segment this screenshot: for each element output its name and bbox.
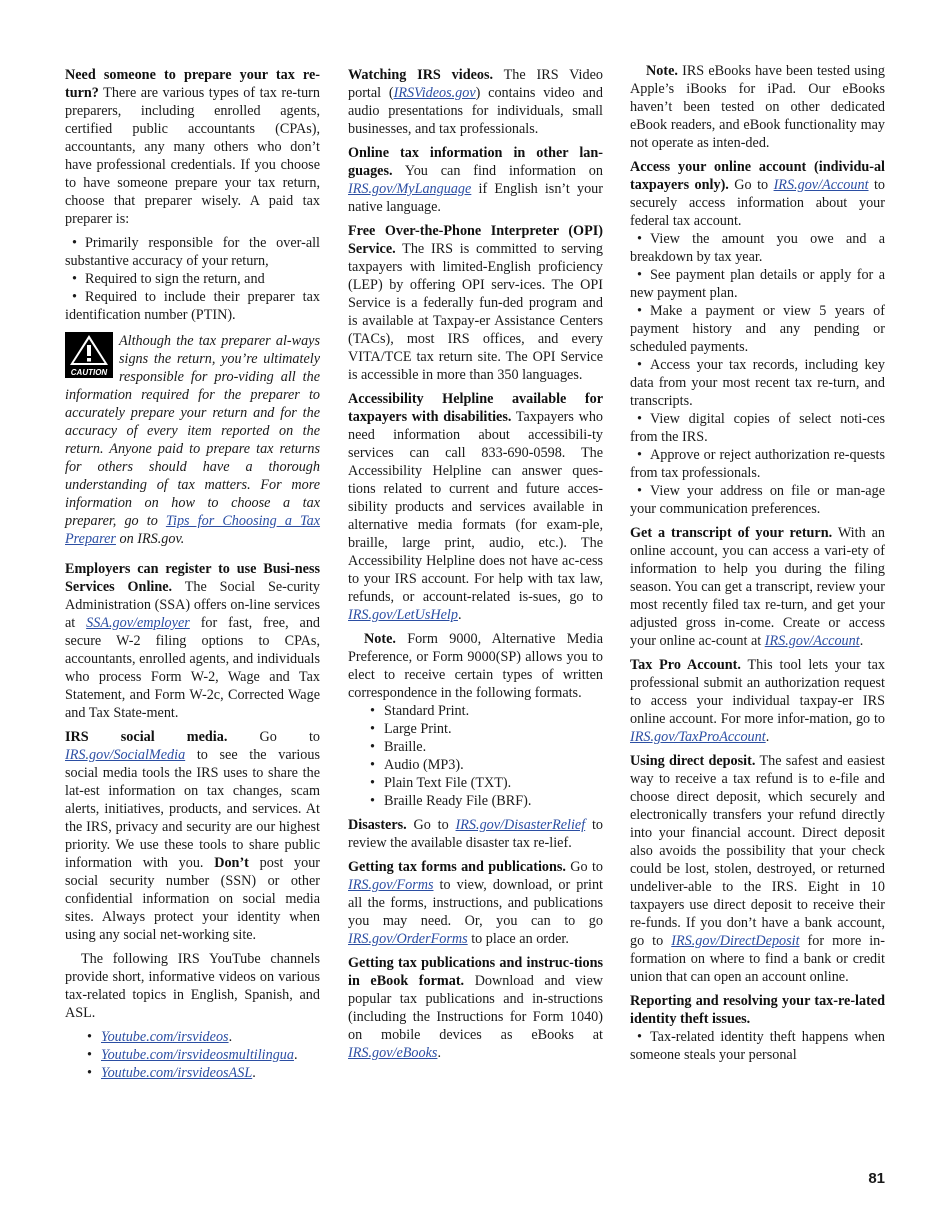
heading-ebooks: Getting tax publications and instruc-tions in eBook format. (348, 955, 603, 989)
list-item: • Approve or reject authorization re-quests from tax professionals. (630, 446, 885, 482)
heading-accessibility: Accessibility Helpline available for taxpayers with disabilities. (348, 391, 603, 425)
paragraph-opi-service: Free Over-the-Phone Interpreter (OPI) Service. The IRS is committed to serving taxpayers with limited-English proficiency (LEP) by offering OPI serv-ices. The OPI Service is a federally fun-ded program and is available at Taxpay-er Assistance Centers (TACs), most IRS offices, and every VITA/TCE tax return site. The OPI Service is accessible in more than 350 languages. (348, 223, 603, 383)
link-youtube-multilingua[interactable]: Youtube.com/irsvideosmultilingua (101, 1047, 294, 1063)
paragraph-ebooks: Getting tax publications and instruc-tions in eBook format. Download and view popular tax publications and in-structions (including the Instructions for Form 1040) on mobile devices as eBooks at IRS.gov/eBooks. (348, 955, 603, 1061)
page-number: 81 (868, 1170, 885, 1187)
list-item: • Large Print. (370, 720, 603, 738)
youtube-list (65, 1028, 320, 1082)
list-item: • Required to include their preparer tax identification number (PTIN). (65, 288, 320, 324)
heading-irs-videos: Watching IRS videos. (348, 67, 494, 83)
column-3 (630, 62, 885, 1064)
paragraph-accessibility: Accessibility Helpline available for taxpayers with disabilities. Taxpayers who need information about accessibili-ty services can call 833-690-0598. The Accessibility Helpline can answer ques-tions related to current and future acces-sibility products and services available in alternative media formats (for exam-ple, braille, large print, audio, etc.). The Accessibility Helpline does not have ac-cess to your IRS account. For help with tax law, refunds, or account-related is-sues, go to IRS.gov/LetUsHelp. (348, 391, 604, 623)
list-item: • See payment plan details or apply for a new payment plan. (630, 266, 885, 302)
column-1 (65, 66, 320, 1088)
list-item: • Access your tax records, including key data from your most recent tax re-turn, and transcripts. (630, 356, 885, 410)
link-disaster-relief[interactable]: IRS.gov/DisasterRelief (455, 817, 586, 833)
heading-online-account: Access your online account (individu-al taxpayers only). (630, 159, 885, 193)
paragraph-disasters: Disasters. Go to IRS.gov/DisasterRelief to review the available disaster tax re-lief. (348, 817, 604, 851)
paragraph-identity-theft (630, 992, 885, 1028)
list-item: • Standard Print. (370, 702, 603, 720)
list-item: • Braille. (370, 738, 603, 756)
link-ssa-employer[interactable]: SSA.gov/employer (86, 615, 190, 631)
link-irs-account-2[interactable]: IRS.gov/Account (764, 633, 860, 649)
heading-direct-deposit: Using direct deposit. (630, 753, 756, 769)
caution-note: CAUTION Although the tax preparer al-ways signs the return, you’re ultimately responsible for pro-viding all the information required for the preparer to accurately prepare your return and for the accuracy of every item reported on the return. Anyone paid to prepare tax returns for others should have a thorough understanding of tax matters. For more information on how to choose a tax preparer, go to Tips for Choosing a Tax Preparer on IRS.gov. (65, 333, 321, 547)
link-ebooks[interactable]: IRS.gov/eBooks (348, 1045, 438, 1061)
heading-opi-service: Free Over-the-Phone Interpreter (OPI) Service. (348, 223, 603, 257)
link-irs-account[interactable]: IRS.gov/Account (773, 177, 869, 193)
paragraph-transcript: Get a transcript of your return. With an online account, you can access a vari-ety of information to help you during the filing season. You can get a transcript, review your most recently filed tax re-turn, and get your adjusted gross in-come. Create or access your online ac-count at IRS.gov/Account. (630, 525, 885, 649)
paragraph-tax-pro-account: Tax Pro Account. This tool lets your tax professional submit an authorization request to access your individual taxpay-er IRS online account. For more infor-mation, go to IRS.gov/TaxProAccount. (630, 657, 885, 745)
link-youtube-asl[interactable]: Youtube.com/irsvideosASL (101, 1065, 253, 1081)
list-item: • Make a payment or view 5 years of payment history and any pending or scheduled payments. (630, 302, 885, 356)
link-irsvideos-gov[interactable]: IRSVideos.gov (393, 85, 476, 101)
paragraph-form-9000: Note. Form 9000, Alternative Media Preference, or Form 9000(SP) allows you to elect to receive certain types of written correspondence in the following formats. (348, 631, 603, 701)
heading-tax-forms: Getting tax forms and publications. (348, 859, 566, 875)
heading-tax-pro-account: Tax Pro Account. (630, 657, 741, 673)
list-item: • Youtube.com/irsvideos. (87, 1028, 320, 1046)
heading-identity-theft: Reporting and resolving your tax-re-lated identity theft issues. (630, 993, 885, 1027)
list-item: • Youtube.com/irsvideosmultilingua. (87, 1046, 320, 1064)
formats-list (348, 702, 603, 810)
link-irs-social-media[interactable]: IRS.gov/SocialMedia (65, 747, 186, 763)
caution-label: CAUTION (70, 368, 108, 377)
caution-icon (65, 332, 113, 378)
paragraph-business-services: Employers can register to use Busi-ness Services Online. The Social Se-curity Administration (SSA) offers on-line services at SSA.gov/employer for fast, free, and secure W-2 filing options to CPAs, accountants, enrolled agents, and individuals who process Form W-2, Wage and Tax Statement, and Form W-2c, Corrected Wage and Tax State-ment. (65, 561, 321, 721)
list-item: • Tax-related identity theft happens when someone steals your personal (630, 1028, 885, 1064)
link-irs-forms[interactable]: IRS.gov/Forms (348, 877, 434, 893)
paragraph-tax-preparer: Need someone to prepare your tax re-turn? There are various types of tax re-turn preparers, including enrolled agents, certified public accountants (CPAs), accountants, any many others who don’t have professional credentials. If you choose to have someone prepare your tax return, choose that preparer wisely. A paid tax preparer is: (65, 67, 320, 227)
link-tips-choosing-preparer[interactable]: Tips for Choosing a Tax Preparer (65, 513, 321, 547)
paragraph-irs-videos: Watching IRS videos. The IRS Video portal (IRSVideos.gov) contains video and audio presentations for individuals, small businesses, and tax professionals. (348, 67, 603, 137)
heading-social-media: IRS social media. (65, 729, 228, 745)
link-youtube-irsvideos[interactable]: Youtube.com/irsvideos (101, 1029, 229, 1045)
paragraph-youtube: The following IRS YouTube channels provide short, informative videos on various tax-related topics in English, Spanish, and ASL. (65, 951, 320, 1021)
list-item: • View your address on file or man-age your communication preferences. (630, 482, 885, 518)
link-my-language[interactable]: IRS.gov/MyLanguage (348, 181, 472, 197)
heading-note: Note. (364, 631, 396, 647)
link-order-forms[interactable]: IRS.gov/OrderForms (348, 931, 468, 947)
list-item: • Braille Ready File (BRF). (370, 792, 603, 810)
heading-other-languages: Online tax information in other lan-guages. (348, 145, 603, 179)
list-item: • Required to sign the return, and (65, 270, 320, 288)
list-item: • Youtube.com/irsvideosASL. (87, 1064, 320, 1082)
link-tax-pro-account[interactable]: IRS.gov/TaxProAccount (630, 729, 766, 745)
list-item: • Primarily responsible for the over-all substantive accuracy of your return, (65, 234, 320, 270)
list-item: • View digital copies of select noti-ces from the IRS. (630, 410, 885, 446)
list-item: • View the amount you owe and a breakdown by tax year. (630, 230, 885, 266)
column-2 (348, 66, 603, 1068)
paragraph-direct-deposit: Using direct deposit. The safest and easiest way to receive a tax refund is to e-file and choose direct deposit, which securely and electronically transfers your refund directly into your financial account. Direct deposit also avoids the possibility that your check could be lost, stolen, destroyed, or returned undeliver-able to the IRS. Eight in 10 taxpayers use direct deposit to receive their re-funds. If you don’t have a bank account, go to IRS.gov/DirectDeposit for more in-formation on where to find a bank or credit union that can open an account online. (630, 753, 885, 985)
paragraph-other-languages: Online tax information in other lan-guages. You can find information on IRS.gov/MyLanguage if English isn’t your native language. (348, 145, 603, 215)
heading-disasters: Disasters. (348, 817, 407, 833)
paragraph-ebook-note: Note. IRS eBooks have been tested using Apple’s iBooks for iPad. Our eBooks haven’t been tested on other dedicated eBook readers, and eBook functionality may not operate as inten-ded. (630, 63, 885, 151)
list-item: • Plain Text File (TXT). (370, 774, 603, 792)
link-let-us-help[interactable]: IRS.gov/LetUsHelp (348, 607, 458, 623)
paragraph-online-account: Access your online account (individu-al taxpayers only). Go to IRS.gov/Account to securely access information about your federal tax account. (630, 159, 886, 229)
paragraph-tax-forms: Getting tax forms and publications. Go to IRS.gov/Forms to view, download, or print all the forms, instructions, and publications you may need. Or, you can to go IRS.gov/OrderForms to place an order. (348, 859, 604, 947)
heading-business-services: Employers can register to use Busi-ness Services Online. (65, 561, 320, 595)
list-item: • Audio (MP3). (370, 756, 603, 774)
heading-transcript: Get a transcript of your return. (630, 525, 833, 541)
paragraph-social-media: IRS social media. Go to IRS.gov/SocialMedia to see the various social media tools the IRS uses to share the lat-est information on tax changes, scam alerts, initiatives, products, and services. At the IRS, privacy and security are our highest priority. We use these tools to share public information with you. Don’t post your social security number (SSN) or other confidential information on social media sites. Always protect your identity when using any social net-working site. (65, 729, 321, 943)
link-direct-deposit[interactable]: IRS.gov/DirectDeposit (671, 933, 800, 949)
heading-tax-preparer: Need someone to prepare your tax re-turn? (65, 67, 320, 101)
heading-note: Note. (646, 63, 678, 79)
